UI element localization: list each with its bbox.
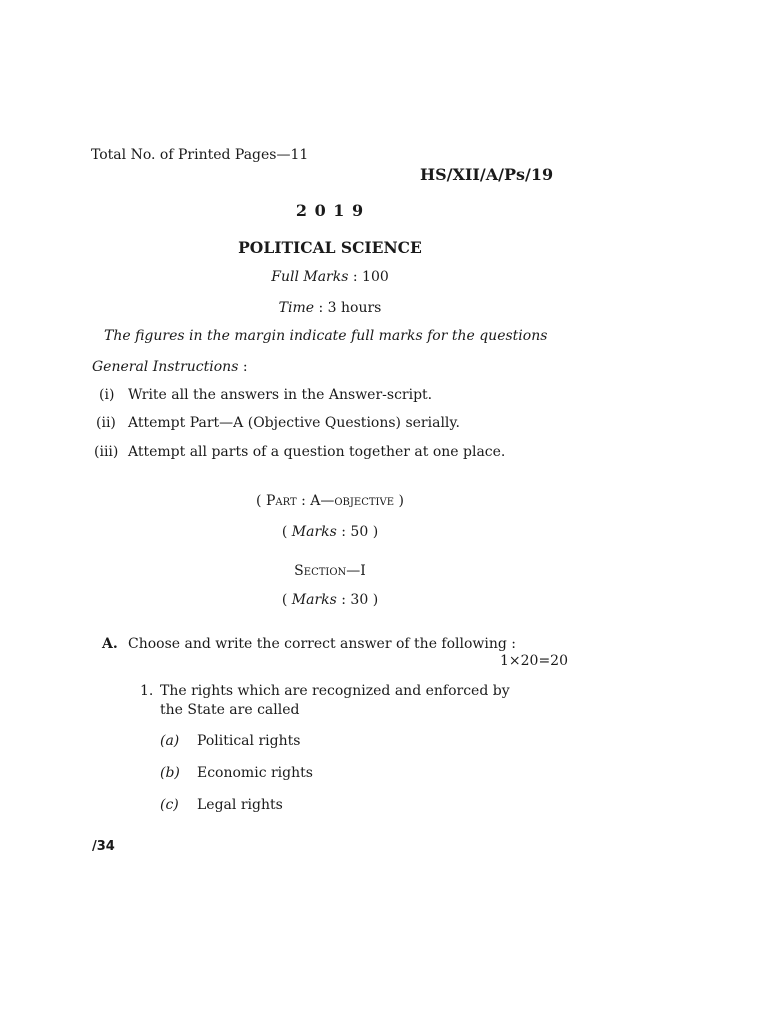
- option-text: Legal rights: [197, 797, 283, 813]
- section-marks-open: (: [281, 592, 292, 608]
- option-label: (c): [160, 797, 179, 813]
- option-text: Political rights: [197, 733, 301, 749]
- margin-note: The figures in the margin indicate full marks for the questions: [104, 328, 548, 344]
- part-open-paren: (: [256, 493, 266, 509]
- exam-year: 2 0 1 9: [295, 201, 365, 220]
- question-marks: 1×20=20: [500, 653, 568, 669]
- paper-code: HS/XII/A/Ps/19: [420, 165, 554, 184]
- part-title: Part : A—objective: [265, 493, 395, 509]
- option-label: (a): [160, 733, 180, 749]
- printed-pages-count: Total No. of Printed Pages—11: [91, 147, 309, 163]
- instruction-number: (i): [99, 387, 115, 403]
- question-instruction: Choose and write the correct answer of the following :: [128, 636, 517, 652]
- part-marks-label: Marks: [291, 524, 337, 540]
- general-instructions-colon: :: [238, 359, 248, 375]
- question-text-line: the State are called: [160, 702, 300, 718]
- instruction-text: Attempt Part—A (Objective Questions) serially.: [128, 415, 460, 431]
- section-marks: [0, 592, 660, 608]
- general-instructions-heading: [92, 359, 248, 375]
- option-label: (b): [160, 765, 180, 781]
- time-allowed: [0, 300, 660, 316]
- section-marks-label: Marks: [291, 592, 337, 608]
- instruction-number: (ii): [96, 415, 116, 431]
- question-text-line: The rights which are recognized and enforced by: [160, 683, 510, 699]
- part-marks-open: (: [281, 524, 292, 540]
- question-label: A.: [102, 636, 118, 652]
- subject-title: POLITICAL SCIENCE: [238, 238, 422, 257]
- page-footer-code: /34: [92, 839, 115, 854]
- instruction-text: Write all the answers in the Answer-script.: [128, 387, 433, 403]
- general-instructions-label: General Instructions: [92, 359, 239, 375]
- full-marks: [0, 269, 660, 285]
- question-number: 1.: [140, 683, 154, 699]
- part-heading: [0, 493, 660, 509]
- full-marks-label: Full Marks: [271, 269, 349, 285]
- instruction-text: Attempt all parts of a question together at one place.: [128, 444, 506, 460]
- part-marks: [0, 524, 660, 540]
- time-value: : 3 hours: [314, 300, 382, 316]
- option-text: Economic rights: [197, 765, 313, 781]
- time-label: Time: [278, 300, 315, 316]
- part-marks-value: : 50 ): [336, 524, 379, 540]
- full-marks-value: : 100: [348, 269, 389, 285]
- section-title: Section—I: [294, 563, 366, 579]
- instruction-number: (iii): [94, 444, 119, 460]
- part-close-paren: ): [394, 493, 404, 509]
- section-marks-value: : 30 ): [336, 592, 379, 608]
